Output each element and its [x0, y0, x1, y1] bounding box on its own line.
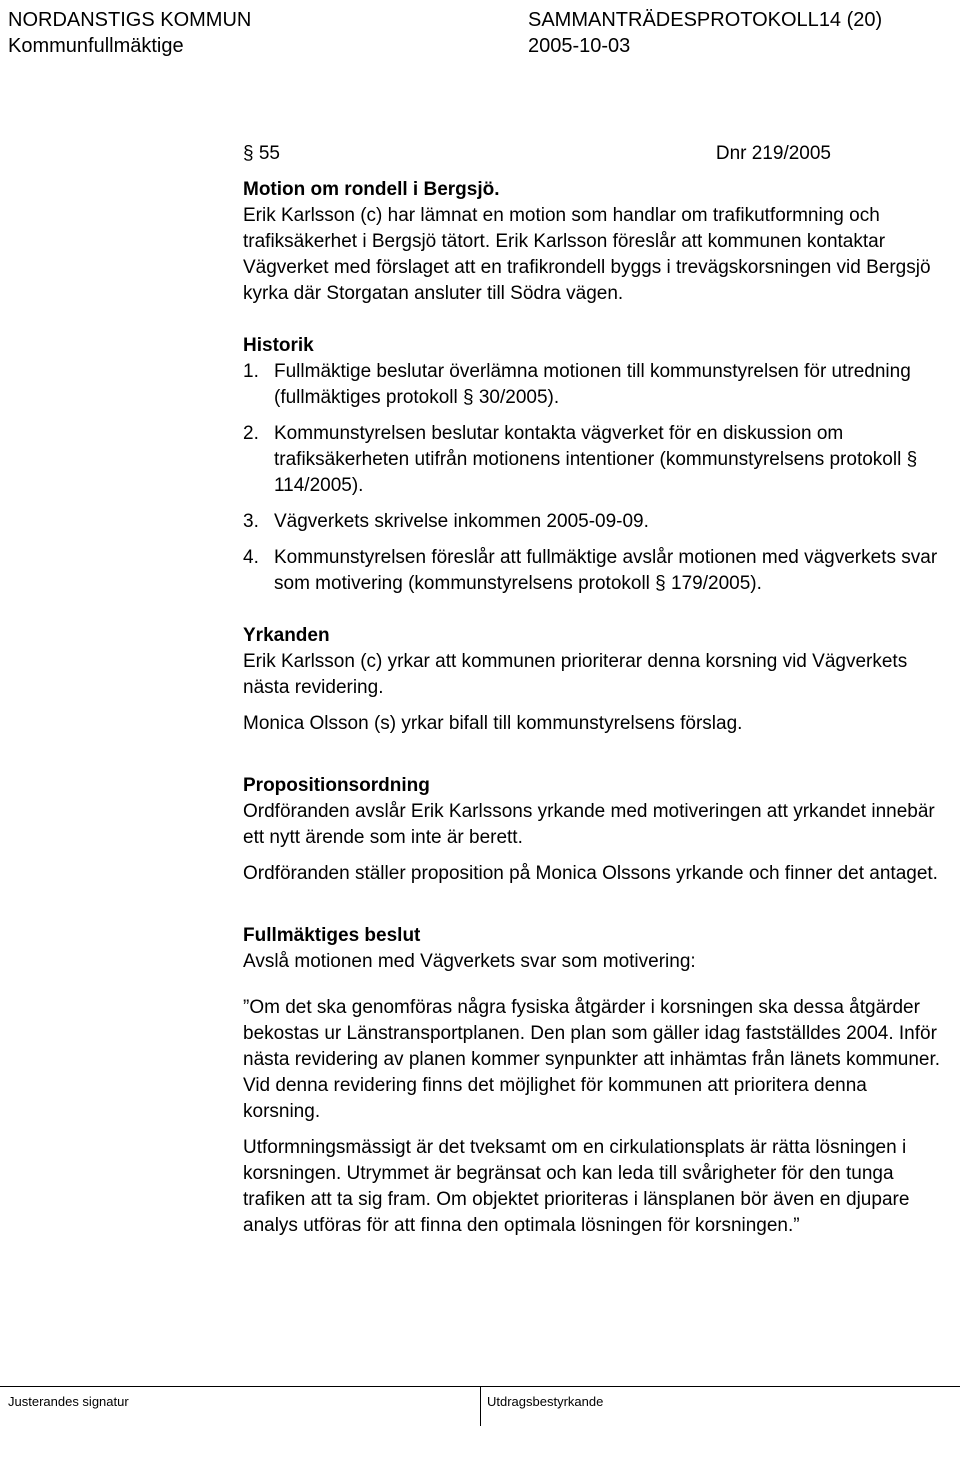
- beslut-paragraph: Avslå motionen med Vägverkets svar som motivering:: [243, 951, 696, 972]
- doc-title: [528, 6, 882, 34]
- meeting-date: 2005-10-03: [528, 35, 631, 57]
- propositionsordning-paragraph-2: Ordföranden ställer proposition på Monica Olssons yrkande och finner det antaget.: [243, 863, 938, 884]
- item-number-row: [243, 141, 831, 167]
- historik-item-text: Kommunstyrelsen föreslår att fullmäktige avslår motionen med vägverkets svar som motivering (kommunstyrelsens protokoll § 179/2005).: [274, 547, 938, 594]
- historik-heading: Historik: [243, 335, 314, 356]
- historik-item: [243, 545, 943, 597]
- meeting-body: Kommunfullmäktige: [8, 35, 184, 57]
- footer-column-divider: [480, 1386, 481, 1426]
- historik-item-number: 4.: [243, 547, 259, 568]
- beslut-quote-2: Utformningsmässigt är det tveksamt om en cirkulationsplats är rätta lösningen i korsningen. Utrymmet är begränsat och kan leda till svårigheter för den tunga trafiken att ta sig fram. Om objektet prioriteras i länsplanen bör även en djupare analys utföras för att finna den optimala lösningen för korsningen.”: [243, 1137, 910, 1236]
- certification-field: Utdragsbestyrkande: [487, 1394, 604, 1409]
- historik-item: [243, 359, 943, 411]
- yrkanden-paragraph-1: Erik Karlsson (c) yrkar att kommunen prioriterar denna korsning vid Vägverkets nästa revidering.: [243, 651, 908, 698]
- yrkanden-paragraph-2: Monica Olsson (s) yrkar bifall till kommunstyrelsens förslag.: [243, 713, 743, 734]
- historik-item: [243, 509, 943, 535]
- historik-item-number: 1.: [243, 361, 259, 382]
- protocol-content: [243, 141, 943, 1239]
- yrkanden-heading: Yrkanden: [243, 625, 330, 646]
- propositionsordning-paragraph-1: Ordföranden avslår Erik Karlssons yrkande med motiveringen att yrkandet innebär ett nytt ärende som inte är berett.: [243, 801, 935, 848]
- historik-item-text: Kommunstyrelsen beslutar kontakta vägverket för en diskussion om trafiksäkerheten utifrån motionens intentioner (kommunstyrelsens protokoll § 114/2005).: [274, 423, 918, 496]
- historik-item: [243, 421, 943, 499]
- diary-number: Dnr 219/2005: [715, 143, 831, 164]
- doc-title-text: SAMMANTRÄDESPROTOKOLL: [528, 9, 819, 31]
- item-title: Motion om rondell i Bergsjö.: [243, 179, 500, 200]
- page-number: 14 (20): [818, 9, 883, 31]
- historik-item-number: 3.: [243, 511, 259, 532]
- signature-field: Justerandes signatur: [8, 1394, 129, 1409]
- propositionsordning-heading: Propositionsordning: [243, 775, 430, 796]
- historik-item-number: 2.: [243, 423, 259, 444]
- historik-item-text: Vägverkets skrivelse inkommen 2005-09-09.: [274, 511, 649, 532]
- historik-item-text: Fullmäktige beslutar överlämna motionen till kommunstyrelsen för utredning (fullmäktiges protokoll § 30/2005).: [274, 361, 911, 408]
- beslut-quote-1: ”Om det ska genomföras några fysiska åtgärder i korsningen ska dessa åtgärder bekostas ur Länstransportplanen. Den plan som gäller idag fastställdes 2004. Inför nästa revidering av planen kommer synpunkter att inhämtas från länets kommuner. Vid denna revidering finns det möjlighet för kommunen att prioritera denna korsning.: [243, 997, 941, 1122]
- paragraph-number: § 55: [243, 143, 280, 164]
- item-intro: Erik Karlsson (c) har lämnat en motion som handlar om trafikutformning och trafiksäkerhet i Bergsjö tätort. Erik Karlsson föreslår att kommunen kontaktar Vägverket med förslaget att en trafikrondell byggs i trevägskorsningen vid Bergsjö kyrka där Storgatan ansluter till Södra vägen.: [243, 205, 931, 304]
- beslut-heading: Fullmäktiges beslut: [243, 925, 421, 946]
- org-name: NORDANSTIGS KOMMUN: [8, 9, 252, 31]
